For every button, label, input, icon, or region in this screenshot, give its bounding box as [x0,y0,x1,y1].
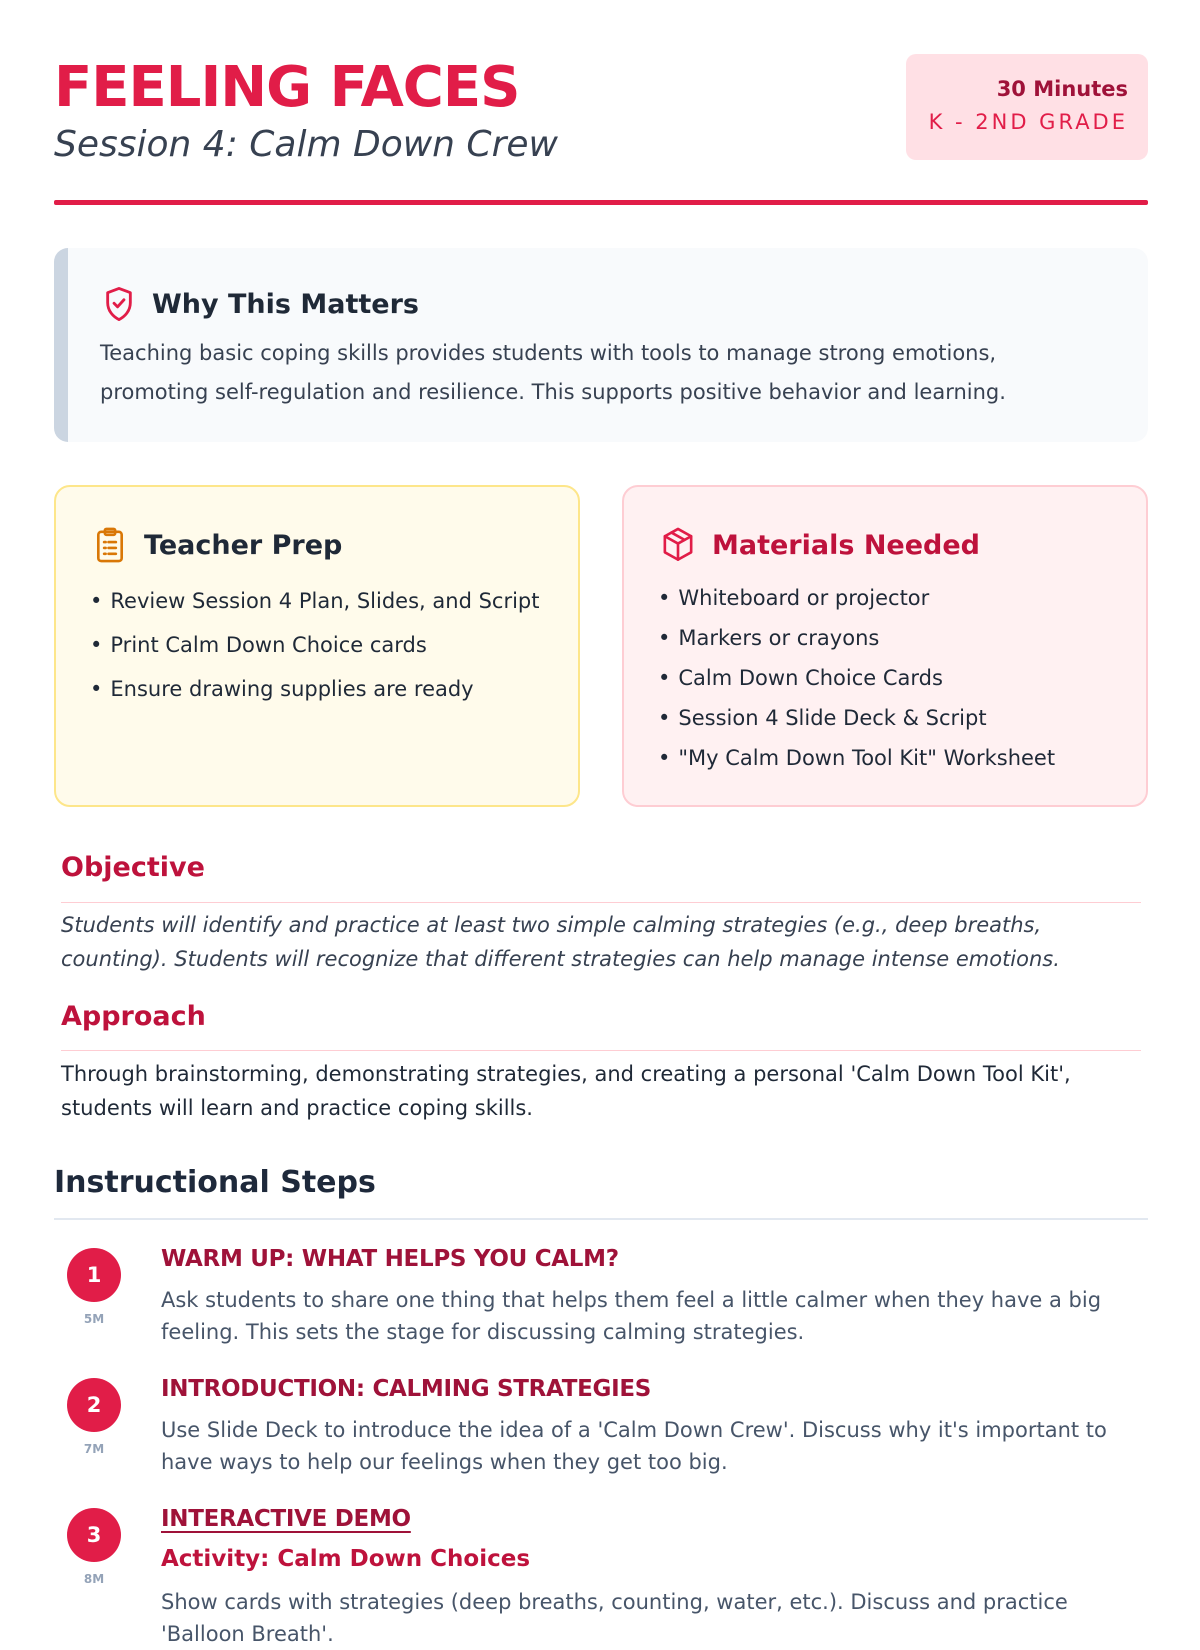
session-info-badge [906,54,1148,160]
list-item: • Ensure drawing supplies are ready [90,667,540,711]
duration-label: 30 Minutes [996,77,1128,101]
list-item: • Markers or crayons [658,618,1055,658]
page-title: FEELING FACES [54,55,520,120]
step-title: INTERACTIVE DEMO [161,1506,411,1532]
list-item: • Calm Down Choice Cards [658,658,1055,698]
objective-divider [61,902,1141,903]
grade-label: K - 2ND GRADE [928,110,1128,134]
list-item: • Review Session 4 Plan, Slides, and Script [90,579,540,623]
step-duration: 8M [83,1572,105,1586]
step-description: Ask students to share one thing that helps them feel a little calmer when they have a big feeling. This sets the stage for discussing calming strategies. [161,1288,1102,1344]
session-subtitle: Session 4: Calm Down Crew [54,124,558,165]
header-divider [54,200,1148,205]
steps-heading: Instructional Steps [54,1165,376,1200]
teacher-prep-list [90,579,540,711]
package-icon [660,526,696,564]
header [54,52,1148,206]
step-description: Use Slide Deck to introduce the idea of a 'Calm Down Crew'. Discuss why it's important to have ways to help our feelings when they get too big. [161,1418,1107,1474]
step-duration: 7M [83,1442,105,1456]
approach-text: Through brainstorming, demonstrating strategies, and creating a personal 'Calm Down Tool Kit', students will learn and practice coping skills. [61,1062,1071,1120]
shield-check-icon [102,285,136,323]
approach-divider [61,1050,1141,1051]
teacher-prep-header [92,525,342,565]
step-duration: 5M [83,1312,105,1326]
lesson-plan-page [54,0,1148,1646]
teacher-prep-title: Teacher Prep [144,529,343,561]
list-item: • "My Calm Down Tool Kit" Worksheet [658,738,1055,778]
step-activity-subtitle: Activity: Calm Down Choices [161,1546,531,1572]
materials-title: Materials Needed [712,529,981,561]
list-item: • Whiteboard or projector [658,578,1055,618]
steps-divider [54,1218,1148,1220]
why-text: Teaching basic coping skills provides students with tools to manage strong emotions, promoting self-regulation and resilience. This supports positive behavior and learning. [100,341,1006,404]
objective-heading: Objective [61,852,205,883]
materials-header [660,525,980,565]
step-number-badge: 2 [67,1378,121,1432]
approach-heading: Approach [61,1001,206,1032]
step-description: Show cards with strategies (deep breaths, counting, water, etc.). Discuss and practice 'Balloon Breath'. [161,1590,1068,1646]
why-this-matters-panel [54,248,1148,442]
step-title: INTRODUCTION: CALMING STRATEGIES [161,1376,652,1402]
step-title: WARM UP: WHAT HELPS YOU CALM? [161,1246,619,1272]
why-header [102,284,419,324]
list-item: • Session 4 Slide Deck & Script [658,698,1055,738]
materials-list [658,578,1055,778]
materials-needed-card [622,485,1148,807]
step-number-badge: 3 [67,1508,121,1562]
objective-text: Students will identify and practice at least two simple calming strategies (e.g., deep breaths, counting). Students will recognize that different strategies can help manage intense emotions. [61,913,1060,971]
step-number-badge: 1 [67,1248,121,1302]
clipboard-list-icon [92,526,128,564]
list-item: • Print Calm Down Choice cards [90,623,540,667]
why-title: Why This Matters [152,288,419,320]
teacher-prep-card [54,485,580,807]
